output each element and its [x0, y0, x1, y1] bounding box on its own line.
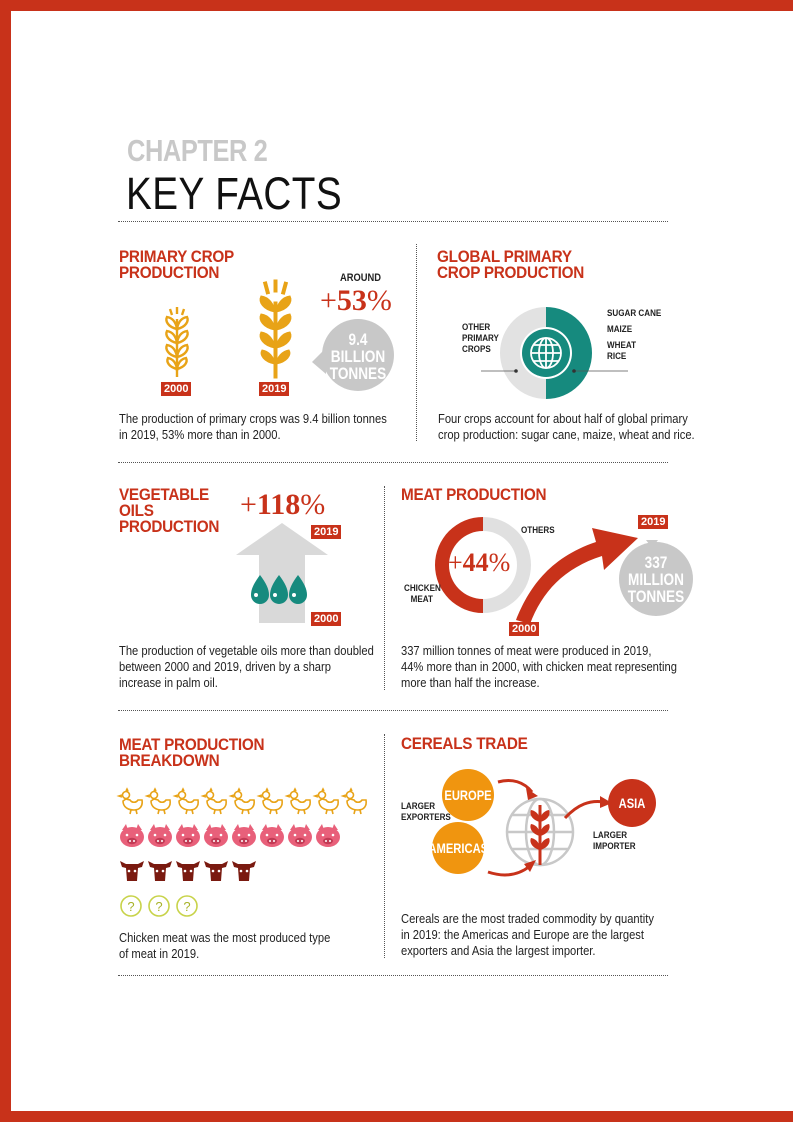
page-title: KEY FACTS	[126, 168, 343, 219]
pig-icon	[174, 822, 202, 850]
cattle-icon	[174, 857, 202, 885]
pig-icon	[202, 822, 230, 850]
others-label: OTHERS	[521, 525, 555, 536]
primary-crop-description: The production of primary crops was 9.4 billion tonnes in 2019, 53% more than in 2000.	[119, 411, 387, 442]
veg-oils-arrow	[236, 523, 328, 623]
wheat-large-icon	[253, 278, 298, 378]
pig-icon	[230, 822, 258, 850]
divider	[118, 975, 668, 976]
meat-title: MEAT PRODUCTION	[401, 485, 547, 504]
other-crops-label: OTHER PRIMARY CROPS	[462, 322, 499, 355]
asia-label: ASIA	[618, 795, 646, 811]
cereals-diagram	[400, 760, 670, 890]
meat-description: 337 million tonnes of meat were produced in 2019, 44% more than in 2000, with chicken meat representing more than half the increase.	[401, 643, 677, 690]
veg-oils-2019-tag: 2019	[311, 525, 341, 539]
pig-icon-row	[118, 822, 378, 852]
meat-value: 337 MILLION TONNES	[627, 553, 685, 606]
veg-oils-title: VEGETABLE OILS PRODUCTION	[119, 485, 220, 536]
column-divider	[384, 486, 385, 690]
meat-breakdown-description: Chicken meat was the most produced type of meat in 2019.	[119, 930, 331, 961]
global-crop-description: Four crops account for about half of global primary crop production: sugar cane, maize, wheat and rice.	[438, 411, 695, 442]
americas-label: AMERICAS	[428, 840, 489, 856]
cattle-icon	[202, 857, 230, 885]
chicken-meat-label: CHICKEN MEAT	[404, 583, 441, 605]
year-2019-tag: 2019	[259, 382, 289, 396]
other-icon	[146, 892, 174, 920]
cattle-icon	[230, 857, 258, 885]
svg-text:?: ?	[183, 899, 191, 914]
primary-crop-title: PRIMARY CROP PRODUCTION	[119, 247, 234, 282]
chapter-label: CHAPTER 2	[127, 133, 268, 168]
chicken-icon	[258, 787, 286, 815]
chicken-icon	[314, 787, 342, 815]
left-border	[0, 0, 11, 1122]
chicken-icon	[286, 787, 314, 815]
bottom-border	[0, 1111, 793, 1122]
chicken-icon	[342, 787, 370, 815]
primary-crop-change: +53%	[320, 284, 392, 317]
cattle-icon	[118, 857, 146, 885]
column-divider	[416, 244, 417, 441]
chicken-icon	[174, 787, 202, 815]
chicken-icon	[230, 787, 258, 815]
chicken-icon	[202, 787, 230, 815]
meat-2000-tag: 2000	[509, 622, 539, 636]
chicken-icon	[146, 787, 174, 815]
meat-icon-grid	[118, 787, 378, 927]
veg-oils-description: The production of vegetable oils more than doubled between 2000 and 2019, driven by a sharp increase in palm oil.	[119, 643, 374, 690]
chicken-icon	[118, 787, 146, 815]
svg-text:?: ?	[155, 899, 163, 914]
divider	[118, 462, 668, 463]
other-icon	[118, 892, 146, 920]
veg-oils-change: +118%	[240, 488, 326, 521]
chicken-icon-row	[118, 787, 378, 817]
cereals-description: Cereals are the most traded commodity by quantity in 2019: the Americas and Europe are the largest exporters and Asia the largest importer.	[401, 911, 654, 958]
wheat-small-icon	[160, 305, 194, 377]
meat-change: +44%	[448, 548, 511, 577]
importer-label: LARGER IMPORTER	[593, 830, 636, 852]
cattle-icon-row	[118, 857, 378, 887]
pig-icon	[286, 822, 314, 850]
pig-icon	[146, 822, 174, 850]
top-border	[0, 0, 793, 11]
pig-icon	[258, 822, 286, 850]
other-icon-row	[118, 892, 378, 922]
primary-crop-value: 9.4 BILLION TONNES	[329, 330, 387, 383]
pig-icon	[118, 822, 146, 850]
global-crop-donut	[496, 303, 596, 403]
column-divider	[384, 734, 385, 958]
divider	[118, 221, 668, 222]
exporters-label: LARGER EXPORTERS	[401, 801, 451, 823]
other-icon	[174, 892, 202, 920]
global-crop-title: GLOBAL PRIMARY CROP PRODUCTION	[437, 247, 584, 282]
meat-breakdown-title: MEAT PRODUCTION BREAKDOWN	[119, 735, 265, 770]
divider	[118, 710, 668, 711]
four-crops-label: SUGAR CANE MAIZE WHEAT RICE	[607, 308, 662, 362]
cereals-title: CEREALS TRADE	[401, 734, 528, 753]
around-label: AROUND	[340, 272, 382, 284]
pig-icon	[314, 822, 342, 850]
europe-label: EUROPE	[444, 787, 492, 803]
meat-2019-tag: 2019	[638, 515, 668, 529]
year-2000-tag: 2000	[161, 382, 191, 396]
veg-oils-2000-tag: 2000	[311, 612, 341, 626]
cattle-icon	[146, 857, 174, 885]
svg-text:?: ?	[127, 899, 135, 914]
